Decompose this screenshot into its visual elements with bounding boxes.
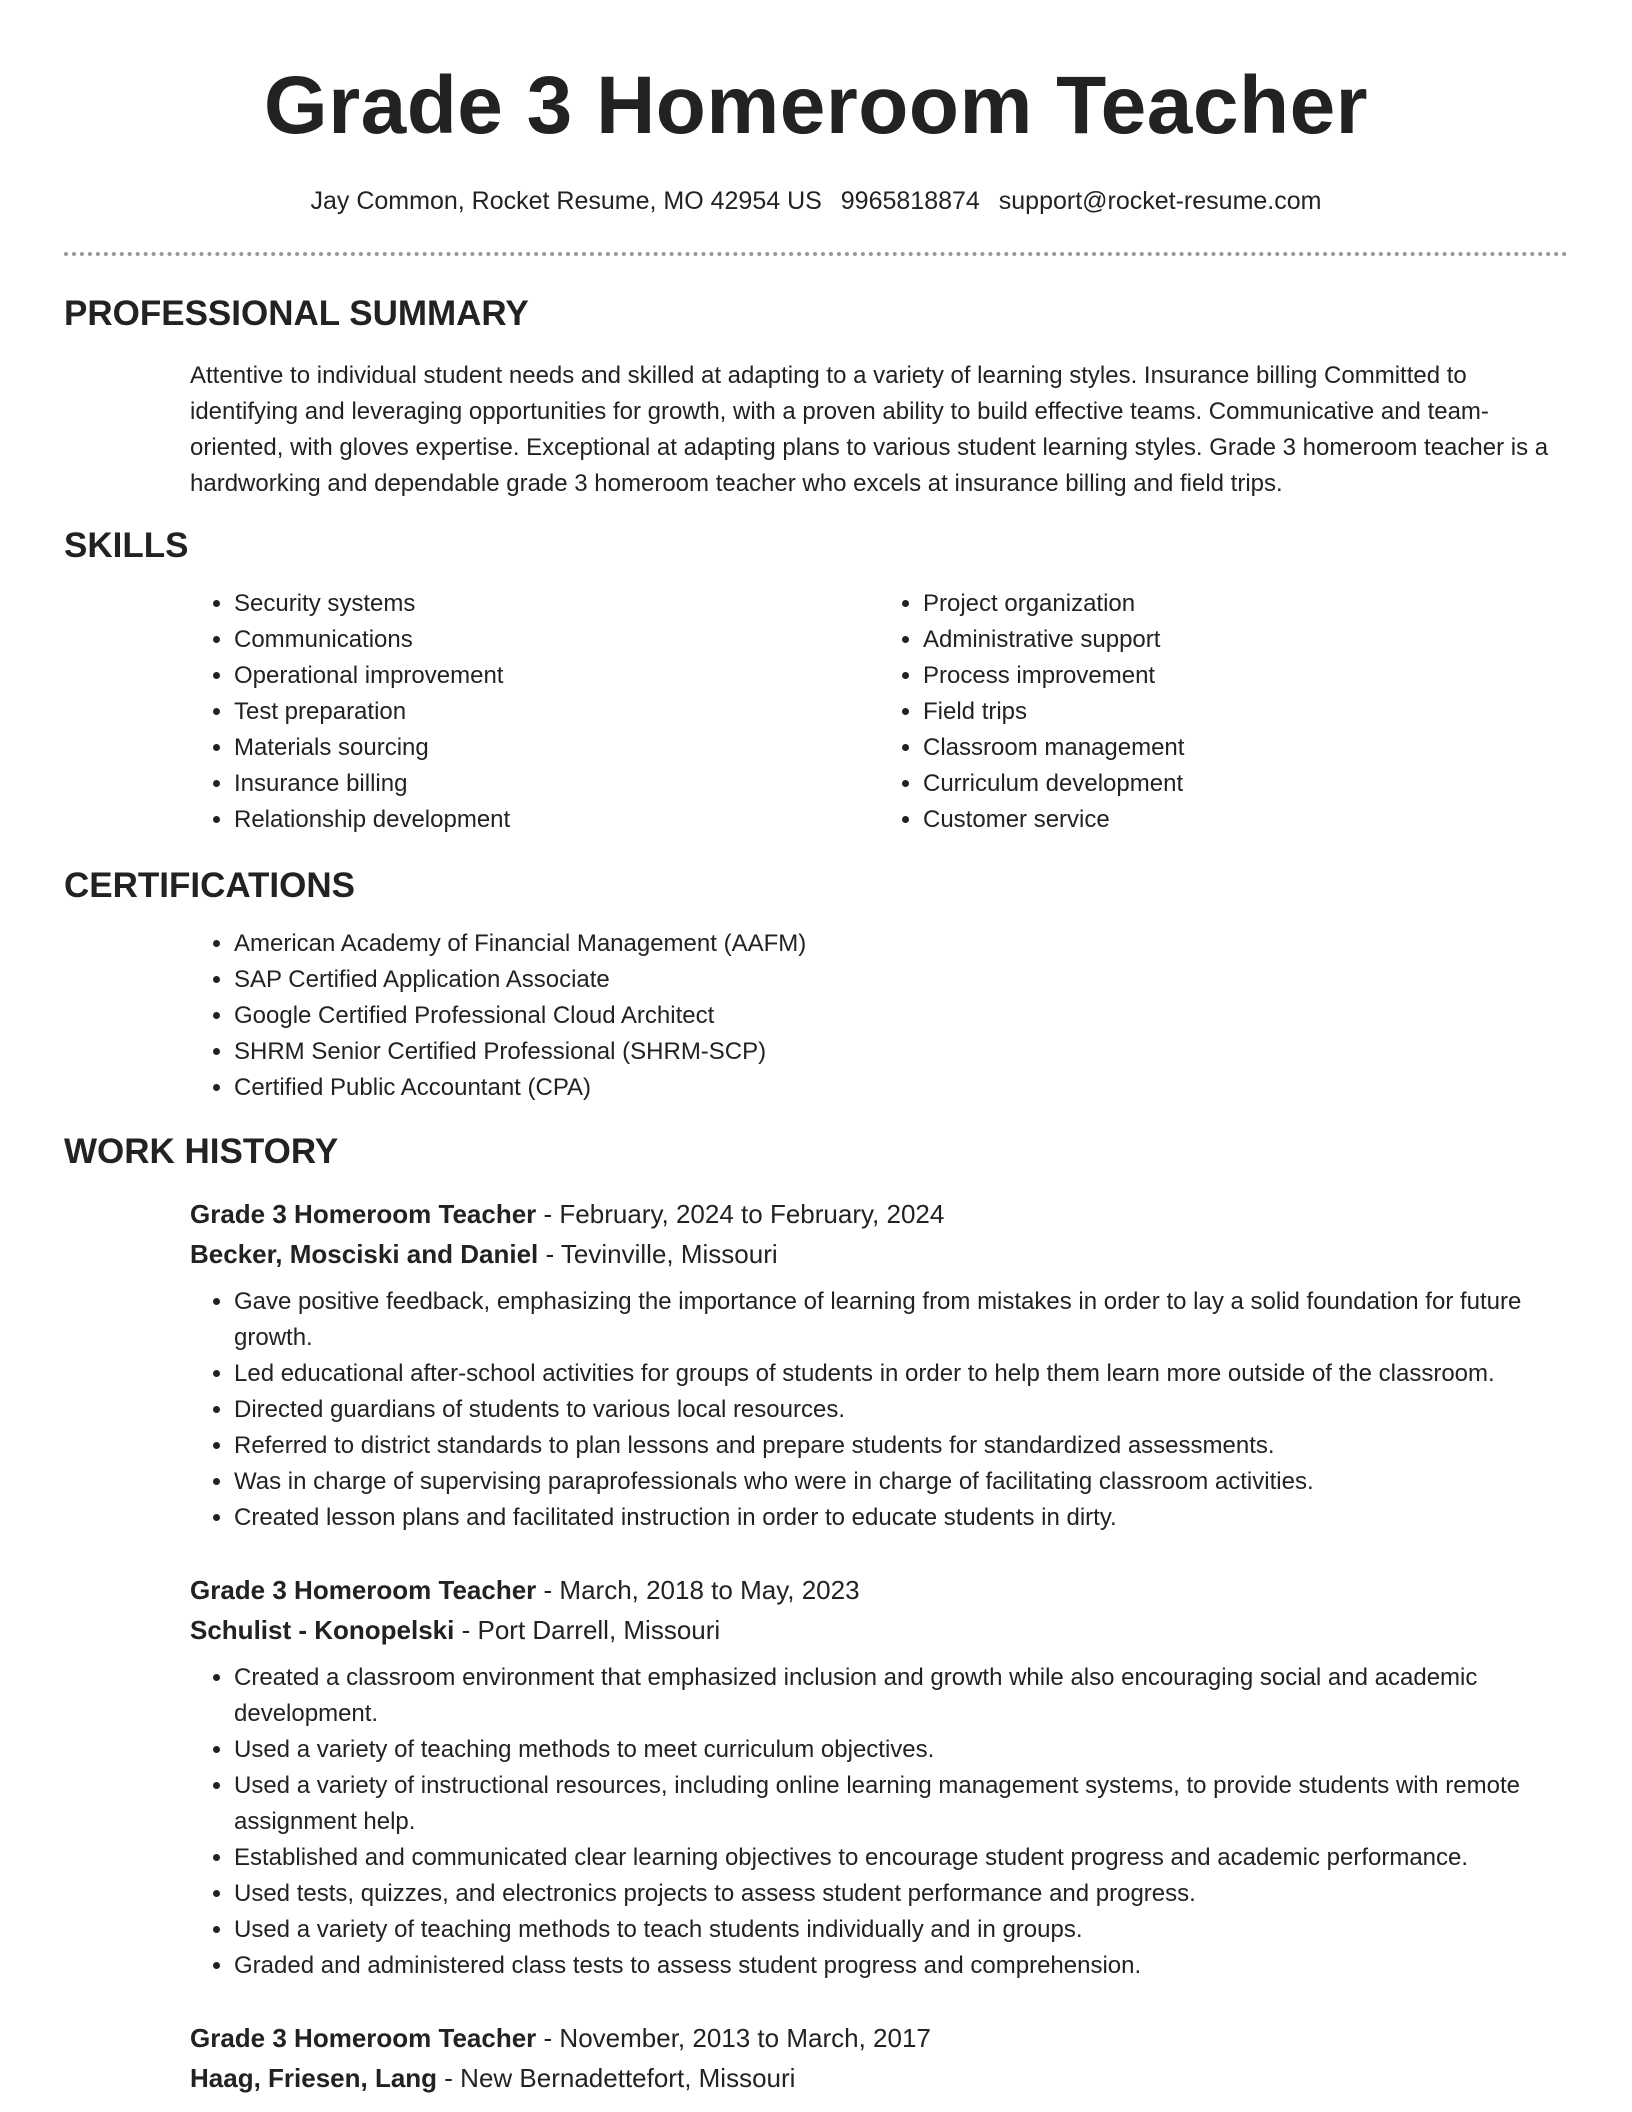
job-entry <box>190 1194 1568 1536</box>
job-title: Grade 3 Homeroom Teacher <box>190 1199 537 1229</box>
duty-item: • Referred to district standards to plan lessons and prepare students for standardized assessments. <box>234 1428 1568 1464</box>
duty-item: • Created lesson plans and facilitated instruction in order to educate students in dirty. <box>234 1500 1568 1536</box>
skill-item: • Operational improvement <box>234 658 879 694</box>
skill-item: • Project organization <box>923 586 1568 622</box>
job-company-line <box>190 2058 1568 2098</box>
job-dates: - November, 2013 to March, 2017 <box>536 2023 931 2053</box>
skills-list <box>190 586 1568 838</box>
job-company: Becker, Mosciski and Daniel <box>190 1239 539 1269</box>
duty-item: • Graded and administered class tests to assess student progress and comprehension. <box>234 1948 1568 1984</box>
header-divider <box>64 252 1568 256</box>
contact-address: Jay Common, Rocket Resume, MO 42954 US <box>310 187 822 215</box>
job-location: - Port Darrell, Missouri <box>454 1615 721 1645</box>
certification-item: • Certified Public Accountant (CPA) <box>234 1070 1568 1106</box>
certification-item: • Google Certified Professional Cloud Architect <box>234 998 1568 1034</box>
skill-item: • Classroom management <box>923 730 1568 766</box>
skill-item: • Curriculum development <box>923 766 1568 802</box>
certifications-list <box>190 926 1568 1106</box>
certification-item: • SAP Certified Application Associate <box>234 962 1568 998</box>
skills-heading: SKILLS <box>64 526 189 565</box>
duty-item: • Created a classroom environment that emphasized inclusion and growth while also encouraging social and academic development. <box>234 1660 1568 1732</box>
skill-item: • Materials sourcing <box>234 730 879 766</box>
duty-item: • Gave positive feedback, emphasizing the importance of learning from mistakes in order to lay a solid foundation for future growth. <box>234 1284 1568 1356</box>
job-title: Grade 3 Homeroom Teacher <box>190 2023 537 2053</box>
skill-item: • Security systems <box>234 586 879 622</box>
job-title: Grade 3 Homeroom Teacher <box>190 1575 537 1605</box>
skills-right-column <box>879 586 1568 838</box>
job-company-line <box>190 1234 1568 1274</box>
job-entry <box>190 2018 1568 2098</box>
resume-header <box>64 0 1568 218</box>
certification-item: • SHRM Senior Certified Professional (SHRM-SCP) <box>234 1034 1568 1070</box>
skill-item: • Process improvement <box>923 658 1568 694</box>
skill-item: • Insurance billing <box>234 766 879 802</box>
skill-item: • Field trips <box>923 694 1568 730</box>
skill-item: • Communications <box>234 622 879 658</box>
job-dates: - February, 2024 to February, 2024 <box>536 1199 945 1229</box>
job-entry <box>190 1570 1568 1984</box>
duty-item: • Established and communicated clear learning objectives to encourage student progress and academic performance. <box>234 1840 1568 1876</box>
duty-item: • Used a variety of instructional resources, including online learning management systems, to provide students with remote assignment help. <box>234 1768 1568 1840</box>
skills-left-column <box>190 586 879 838</box>
skill-item: • Customer service <box>923 802 1568 838</box>
job-company-line <box>190 1610 1568 1650</box>
certifications-heading: CERTIFICATIONS <box>64 866 356 905</box>
skill-item: • Administrative support <box>923 622 1568 658</box>
duty-item: • Led educational after-school activities for groups of students in order to help them learn more outside of the classroom. <box>234 1356 1568 1392</box>
job-duties <box>190 1660 1568 1984</box>
skill-item: • Test preparation <box>234 694 879 730</box>
job-title-line <box>190 1194 1568 1234</box>
job-title-line <box>190 1570 1568 1610</box>
summary-heading: PROFESSIONAL SUMMARY <box>64 294 529 333</box>
job-company: Haag, Friesen, Lang <box>190 2063 438 2093</box>
skill-item: • Relationship development <box>234 802 879 838</box>
duty-item: • Used tests, quizzes, and electronics projects to assess student performance and progress. <box>234 1876 1568 1912</box>
job-dates: - March, 2018 to May, 2023 <box>536 1575 860 1605</box>
job-title-line <box>190 2018 1568 2058</box>
contact-line <box>64 184 1568 218</box>
job-location: - New Bernadettefort, Missouri <box>437 2063 796 2093</box>
duty-item: • Used a variety of teaching methods to teach students individually and in groups. <box>234 1912 1568 1948</box>
resume-title: Grade 3 Homeroom Teacher <box>263 60 1369 151</box>
job-company: Schulist - Konopelski <box>190 1615 455 1645</box>
work-history-heading: WORK HISTORY <box>64 1132 339 1171</box>
job-location: - Tevinville, Missouri <box>538 1239 778 1269</box>
duty-item: • Was in charge of supervising paraprofessionals who were in charge of facilitating classroom activities. <box>234 1464 1568 1500</box>
job-duties <box>190 1284 1568 1536</box>
duty-item: • Used a variety of teaching methods to meet curriculum objectives. <box>234 1732 1568 1768</box>
contact-phone: 9965818874 <box>840 187 980 215</box>
certification-item: • American Academy of Financial Management (AAFM) <box>234 926 1568 962</box>
contact-email: support@rocket-resume.com <box>998 187 1322 215</box>
summary-text: Attentive to individual student needs and skilled at adapting to a variety of learning styles. Insurance billing Committed to identifying and leveraging opportunities for growth, with a proven ability to build effective teams. Communicative and team-oriented, with gloves expertise. Exceptional at adapting plans to various student learning styles. Grade 3 homeroom teacher is a hardworking and dependable grade 3 homeroom teacher who excels at insurance billing and field trips. <box>190 362 1549 497</box>
duty-item: • Directed guardians of students to various local resources. <box>234 1392 1568 1428</box>
